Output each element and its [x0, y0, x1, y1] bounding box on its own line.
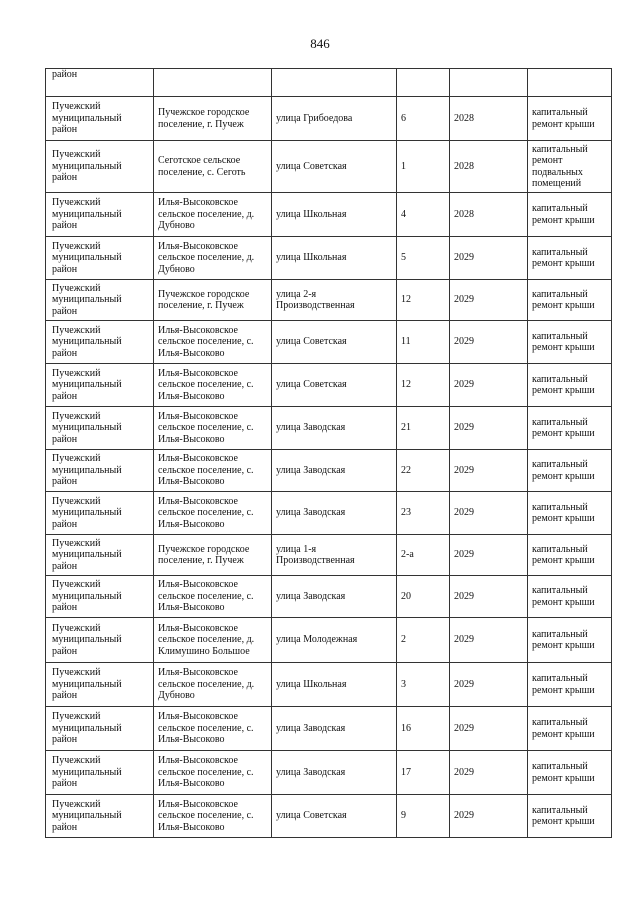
- table-row: [46, 751, 612, 795]
- cell-house-number: 1: [397, 141, 450, 193]
- table-row: [46, 280, 612, 321]
- cell-street: улица Заводская: [272, 576, 397, 618]
- cell-work-type: капитальный ремонт крыши: [528, 492, 612, 535]
- cell-settlement: Илья-Высоковское сельское поселение, с. Илья-Высоково: [154, 492, 272, 535]
- cell-settlement: Пучежское городское поселение, г. Пучеж: [154, 280, 272, 321]
- cell-settlement: Илья-Высоковское сельское поселение, с. Илья-Высоково: [154, 707, 272, 751]
- table-row: [46, 535, 612, 576]
- cell-work-type: капитальный ремонт крыши: [528, 97, 612, 141]
- cell-settlement: Пучежское городское поселение, г. Пучеж: [154, 97, 272, 141]
- cell-house-number: 12: [397, 364, 450, 407]
- cell-street: улица Школьная: [272, 663, 397, 707]
- table-row: [46, 237, 612, 280]
- cell-house-number: 3: [397, 663, 450, 707]
- cell-street: улица Заводская: [272, 707, 397, 751]
- cell-house-number: 21: [397, 407, 450, 450]
- cell-work-type: капитальный ремонт крыши: [528, 450, 612, 492]
- cell-work-type: капитальный ремонт крыши: [528, 193, 612, 237]
- cell-district: Пучежский муниципальный район: [46, 141, 154, 193]
- table-row: [46, 707, 612, 751]
- cell-district: Пучежский муниципальный район: [46, 751, 154, 795]
- cell-year: 2028: [450, 193, 528, 237]
- cell-house-number: 11: [397, 321, 450, 364]
- cell-work-type: [528, 69, 612, 97]
- cell-work-type: капитальный ремонт подвальных помещений: [528, 141, 612, 193]
- cell-settlement: Илья-Высоковское сельское поселение, д. Дубново: [154, 193, 272, 237]
- cell-district: Пучежский муниципальный район: [46, 535, 154, 576]
- cell-year: 2029: [450, 618, 528, 663]
- cell-work-type: капитальный ремонт крыши: [528, 618, 612, 663]
- cell-work-type: капитальный ремонт крыши: [528, 280, 612, 321]
- cell-year: 2028: [450, 97, 528, 141]
- cell-district: Пучежский муниципальный район: [46, 663, 154, 707]
- cell-house-number: 22: [397, 450, 450, 492]
- table-row: [46, 69, 612, 97]
- cell-street: улица Советская: [272, 364, 397, 407]
- cell-house-number: 2-а: [397, 535, 450, 576]
- cell-year: 2029: [450, 751, 528, 795]
- cell-settlement: Пучежское городское поселение, г. Пучеж: [154, 535, 272, 576]
- cell-year: 2029: [450, 237, 528, 280]
- cell-street: улица Молодежная: [272, 618, 397, 663]
- table-row: [46, 618, 612, 663]
- table-row: [46, 450, 612, 492]
- cell-settlement: Илья-Высоковское сельское поселение, д. Климушино Большое: [154, 618, 272, 663]
- cell-work-type: капитальный ремонт крыши: [528, 795, 612, 838]
- cell-district: Пучежский муниципальный район: [46, 707, 154, 751]
- cell-settlement: Илья-Высоковское сельское поселение, д. Дубново: [154, 237, 272, 280]
- table-row: [46, 407, 612, 450]
- cell-house-number: 2: [397, 618, 450, 663]
- cell-work-type: капитальный ремонт крыши: [528, 364, 612, 407]
- cell-district: Пучежский муниципальный район: [46, 450, 154, 492]
- cell-street: улица 2-я Производственная: [272, 280, 397, 321]
- cell-year: 2029: [450, 280, 528, 321]
- table-row: [46, 364, 612, 407]
- table-row: [46, 795, 612, 838]
- table-row: [46, 321, 612, 364]
- cell-street: улица Советская: [272, 141, 397, 193]
- cell-year: 2029: [450, 492, 528, 535]
- cell-work-type: капитальный ремонт крыши: [528, 407, 612, 450]
- cell-year: 2029: [450, 795, 528, 838]
- cell-year: 2029: [450, 535, 528, 576]
- cell-house-number: [397, 69, 450, 97]
- page-number: 846: [310, 36, 330, 51]
- cell-district: Пучежский муниципальный район: [46, 492, 154, 535]
- cell-street: улица Школьная: [272, 237, 397, 280]
- cell-house-number: 4: [397, 193, 450, 237]
- cell-district: Пучежский муниципальный район: [46, 795, 154, 838]
- cell-year: 2029: [450, 576, 528, 618]
- cell-settlement: Илья-Высоковское сельское поселение, с. Илья-Высоково: [154, 321, 272, 364]
- cell-district: Пучежский муниципальный район: [46, 576, 154, 618]
- table-row: [46, 663, 612, 707]
- cell-district: Пучежский муниципальный район: [46, 364, 154, 407]
- cell-work-type: капитальный ремонт крыши: [528, 237, 612, 280]
- cell-settlement: Илья-Высоковское сельское поселение, с. Илья-Высоково: [154, 576, 272, 618]
- cell-district: Пучежский муниципальный район: [46, 321, 154, 364]
- cell-house-number: 20: [397, 576, 450, 618]
- table-row: [46, 97, 612, 141]
- cell-house-number: 6: [397, 97, 450, 141]
- cell-work-type: капитальный ремонт крыши: [528, 321, 612, 364]
- cell-settlement: Илья-Высоковское сельское поселение, с. Илья-Высоково: [154, 407, 272, 450]
- cell-street: [272, 69, 397, 97]
- cell-district: Пучежский муниципальный район: [46, 237, 154, 280]
- cell-house-number: 16: [397, 707, 450, 751]
- cell-district: Пучежский муниципальный район: [46, 618, 154, 663]
- cell-house-number: 23: [397, 492, 450, 535]
- cell-street: улица Школьная: [272, 193, 397, 237]
- cell-work-type: капитальный ремонт крыши: [528, 576, 612, 618]
- cell-work-type: капитальный ремонт крыши: [528, 535, 612, 576]
- cell-street: улица Заводская: [272, 407, 397, 450]
- cell-district: Пучежский муниципальный район: [46, 193, 154, 237]
- cell-street: улица Заводская: [272, 450, 397, 492]
- cell-settlement: [154, 69, 272, 97]
- cell-work-type: капитальный ремонт крыши: [528, 751, 612, 795]
- cell-street: улица Заводская: [272, 492, 397, 535]
- cell-year: 2029: [450, 663, 528, 707]
- cell-house-number: 12: [397, 280, 450, 321]
- cell-year: 2029: [450, 707, 528, 751]
- cell-street: улица 1-я Производственная: [272, 535, 397, 576]
- cell-settlement: Илья-Высоковское сельское поселение, с. Илья-Высоково: [154, 795, 272, 838]
- cell-street: улица Грибоедова: [272, 97, 397, 141]
- cell-settlement: Илья-Высоковское сельское поселение, с. Илья-Высоково: [154, 450, 272, 492]
- cell-settlement: Илья-Высоковское сельское поселение, д. Дубново: [154, 663, 272, 707]
- cell-work-type: капитальный ремонт крыши: [528, 663, 612, 707]
- cell-settlement: Сеготское сельское поселение, с. Сеготь: [154, 141, 272, 193]
- cell-street: улица Заводская: [272, 751, 397, 795]
- cell-year: [450, 69, 528, 97]
- table-row: [46, 141, 612, 193]
- cell-year: 2029: [450, 321, 528, 364]
- cell-year: 2029: [450, 364, 528, 407]
- cell-settlement: Илья-Высоковское сельское поселение, с. Илья-Высоково: [154, 751, 272, 795]
- cell-street: улица Советская: [272, 795, 397, 838]
- cell-district: Пучежский муниципальный район: [46, 407, 154, 450]
- repair-schedule-table: [45, 68, 612, 838]
- table-row: [46, 492, 612, 535]
- table-row: [46, 576, 612, 618]
- cell-district: Пучежский муниципальный район: [46, 280, 154, 321]
- cell-year: 2029: [450, 450, 528, 492]
- cell-street: улица Советская: [272, 321, 397, 364]
- cell-year: 2028: [450, 141, 528, 193]
- cell-house-number: 9: [397, 795, 450, 838]
- cell-year: 2029: [450, 407, 528, 450]
- cell-work-type: капитальный ремонт крыши: [528, 707, 612, 751]
- cell-settlement: Илья-Высоковское сельское поселение, с. Илья-Высоково: [154, 364, 272, 407]
- cell-district: район: [46, 69, 154, 97]
- cell-house-number: 17: [397, 751, 450, 795]
- table-row: [46, 193, 612, 237]
- cell-house-number: 5: [397, 237, 450, 280]
- cell-district: Пучежский муниципальный район: [46, 97, 154, 141]
